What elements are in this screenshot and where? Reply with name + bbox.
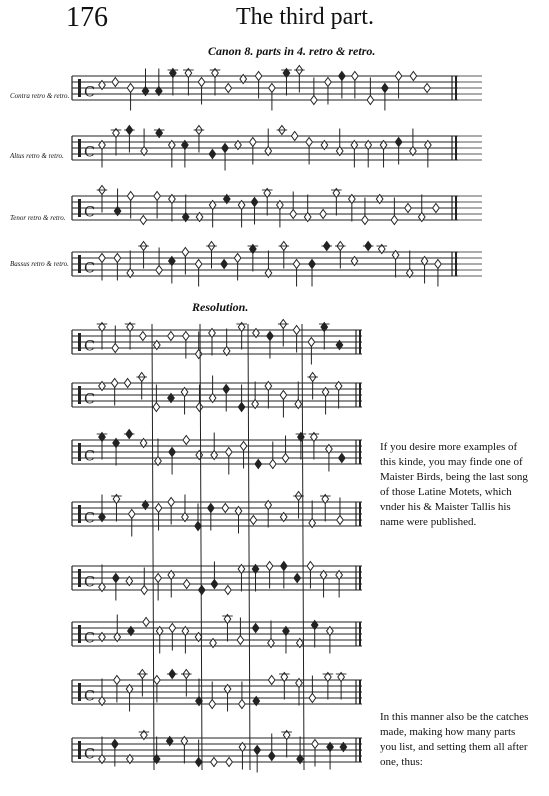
resolution-staff-2-note xyxy=(111,379,118,388)
canon-staff-1-note xyxy=(127,84,134,93)
resolution-staff-5-note xyxy=(113,574,120,583)
resolution-staff-4-time: C xyxy=(84,510,96,527)
resolution-staff-2-note xyxy=(280,391,287,400)
canon-staff-4-note xyxy=(182,248,189,257)
canon-staff-1-note xyxy=(112,78,119,87)
resolution-staff-3-time: C xyxy=(84,448,96,465)
resolution-staff-6-note xyxy=(252,624,259,633)
canon-staff-1-note xyxy=(424,84,431,93)
canon-staff-1-note xyxy=(395,72,402,81)
resolution-bar-line-1 xyxy=(152,324,154,770)
resolution-staff-3-note xyxy=(255,460,262,469)
resolution-staff-6-note xyxy=(237,636,244,645)
resolution-staff-1-note xyxy=(140,332,147,341)
canon-staff-3-note xyxy=(320,210,327,219)
canon-staff-3-note xyxy=(127,192,134,201)
resolution-staff-5-note xyxy=(225,586,232,595)
canon-staff-3-note xyxy=(154,192,161,201)
resolution-staff-5-note xyxy=(294,574,301,583)
canon-staff-3-note xyxy=(433,204,440,213)
resolution-staff-1-note xyxy=(112,344,119,353)
resolution-staff-8-time: C xyxy=(84,746,96,763)
resolution-staff-2-note xyxy=(124,379,131,388)
canon-staff-1-note xyxy=(367,96,374,105)
resolution-bar-line-3 xyxy=(248,324,250,770)
resolution-staff-4-note xyxy=(155,504,162,513)
resolution-staff-8-note xyxy=(195,758,202,767)
resolution-staff-2-note xyxy=(196,403,203,412)
resolution-staff-4-note xyxy=(168,498,175,507)
resolution-staff-2-clef xyxy=(78,386,81,404)
canon-staff-1-time: C xyxy=(84,84,96,101)
resolution-staff-6-note xyxy=(143,618,150,627)
canon-staff-1-note xyxy=(269,84,276,93)
resolution-staff-4-note xyxy=(222,504,229,513)
resolution-staff-8-clef xyxy=(78,741,81,759)
canon-staff-3-note xyxy=(140,216,147,225)
resolution-staff-3-note xyxy=(240,442,247,451)
resolution-staff-5-note xyxy=(155,574,162,583)
resolution-staff-8-note xyxy=(211,758,218,767)
resolution-staff-4-clef xyxy=(78,505,81,523)
resolution-staff-7-note xyxy=(209,700,216,709)
voice-label-contra: Contra retro & retro. xyxy=(10,92,70,100)
canon-staff-3-note xyxy=(251,198,258,207)
canon-staff-1-note xyxy=(382,84,389,93)
canon-staff-2-clef xyxy=(78,139,81,157)
resolution-staff-1-clef xyxy=(78,333,81,351)
examples-note: If you desire more examples of this kinde, you may finde one of Maister Birds, being the last song of those Latine Motets, which vnder his & Maister Tallis his name were published. xyxy=(380,441,528,528)
resolution-staff-8-note xyxy=(312,740,319,749)
resolution-staff-6-time: C xyxy=(84,630,96,647)
canon-staff-4-note xyxy=(435,260,442,269)
resolution-staff-5-note xyxy=(266,562,273,571)
resolution-staff-2-time: C xyxy=(84,391,96,408)
resolution-staff-8-note xyxy=(268,752,275,761)
resolution-staff-1-note xyxy=(308,338,315,347)
resolution-staff-7-note xyxy=(114,676,121,685)
resolution-staff-1-time: C xyxy=(84,338,96,355)
resolution-staff-5-note xyxy=(281,562,288,571)
canon-staff-4-clef xyxy=(78,255,81,273)
canon-staff-4-note xyxy=(309,260,316,269)
resolution-staff-3-note xyxy=(282,454,289,463)
resolution-staff-5-note xyxy=(198,586,205,595)
resolution-staff-5-note xyxy=(141,586,148,595)
resolution-staff-6-note xyxy=(169,624,176,633)
resolution-staff-1-note xyxy=(183,332,190,341)
canon-staff-1-note xyxy=(325,78,332,87)
resolution-staff-7-note xyxy=(309,694,316,703)
resolution-staff-1-note xyxy=(168,332,175,341)
canon-staff-1-note xyxy=(339,72,346,81)
resolution-staff-7-note xyxy=(154,676,161,685)
canon-staff-2-note xyxy=(222,144,229,153)
canon-staff-4-note xyxy=(293,260,300,269)
resolution-staff-7-note xyxy=(239,700,246,709)
canon-staff-3-time: C xyxy=(84,204,96,221)
resolution-staff-3-note xyxy=(169,448,176,457)
voice-label-altus: Altus retro & retro. xyxy=(10,152,64,160)
resolution-staff-5-time: C xyxy=(84,574,96,591)
resolution-staff-4-note xyxy=(128,510,135,519)
resolution-staff-5-note xyxy=(183,580,190,589)
resolution-staff-4-note xyxy=(208,504,215,513)
canon-staff-2-note xyxy=(250,138,257,147)
canon-staff-1-note xyxy=(225,84,232,93)
voice-label-bassus: Bassus retro & retro. xyxy=(10,260,69,268)
canon-staff-4-note xyxy=(114,254,121,263)
canon-staff-1-note xyxy=(255,72,262,81)
canon-staff-3-note xyxy=(405,204,412,213)
resolution-staff-8-note xyxy=(226,758,233,767)
canon-staff-1-note xyxy=(410,72,417,81)
resolution-staff-1-note xyxy=(267,332,274,341)
resolution-bar-line-4 xyxy=(302,324,304,770)
canon-staff-4-time: C xyxy=(84,260,96,277)
page-number: 176 xyxy=(66,2,108,33)
resolution-staff-4-note xyxy=(250,516,257,525)
canon-staff-4-note xyxy=(156,266,163,275)
running-title: The third part. xyxy=(236,4,374,30)
canon-staff-2-note xyxy=(306,138,313,147)
resolution-staff-7-time: C xyxy=(84,688,96,705)
canon-staff-1-note xyxy=(311,96,318,105)
resolution-staff-5-clef xyxy=(78,569,81,587)
resolution-staff-7-clef xyxy=(78,683,81,701)
canon-title: Canon 8. parts in 4. retro & retro. xyxy=(208,44,376,58)
canon-staff-4-note xyxy=(99,254,106,263)
resolution-staff-1-note xyxy=(195,350,202,359)
canon-staff-1-note xyxy=(352,72,359,81)
resolution-staff-3-clef xyxy=(78,443,81,461)
canon-staff-3-note xyxy=(290,210,297,219)
resolution-staff-4-note xyxy=(337,516,344,525)
canon-staff-3-note xyxy=(391,216,398,225)
canon-staff-4-note xyxy=(221,260,228,269)
resolution-title: Resolution. xyxy=(192,300,249,314)
resolution-staff-5-note xyxy=(211,580,218,589)
canon-staff-2-note xyxy=(209,150,216,159)
canon-staff-1-clef xyxy=(78,79,81,97)
resolution-staff-6-clef xyxy=(78,625,81,643)
resolution-staff-2-note xyxy=(223,385,230,394)
resolution-staff-1-note xyxy=(293,326,300,335)
canon-staff-3-clef xyxy=(78,199,81,217)
resolution-staff-2-note xyxy=(153,403,160,412)
resolution-staff-5-note xyxy=(307,562,314,571)
resolution-staff-4-note xyxy=(195,522,202,531)
canon-staff-4-note xyxy=(195,260,202,269)
resolution-staff-3-note xyxy=(339,454,346,463)
resolution-staff-2-note xyxy=(238,403,245,412)
canon-staff-2-note xyxy=(395,138,402,147)
canon-staff-4-note xyxy=(234,254,241,263)
canon-staff-1-note xyxy=(198,78,205,87)
canon-staff-2-note xyxy=(291,132,298,141)
resolution-staff-3-note xyxy=(269,460,276,469)
catches-note: In this manner also be the catches made, making how many parts you list, and setting them all after one, thus: xyxy=(380,711,529,768)
resolution-staff-3-note xyxy=(225,448,232,457)
canon-staff-2-time: C xyxy=(84,144,96,161)
voice-label-tenor: Tenor retro & retro. xyxy=(10,214,66,222)
canon-staff-3-note xyxy=(362,216,369,225)
resolution-staff-7-note xyxy=(268,676,275,685)
resolution-staff-8-note xyxy=(254,746,261,755)
resolution-staff-8-note xyxy=(112,740,119,749)
resolution-staff-3-note xyxy=(183,436,190,445)
